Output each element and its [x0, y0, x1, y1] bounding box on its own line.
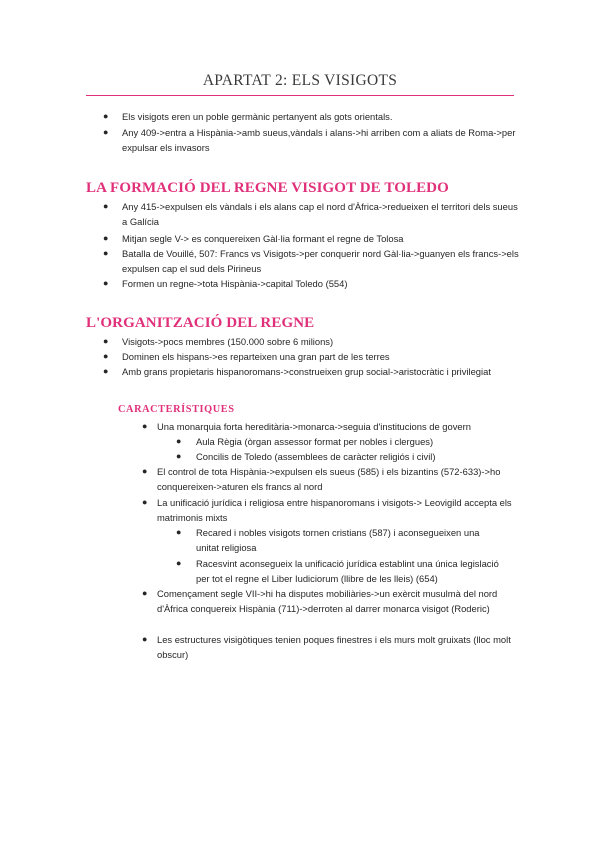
bullet-icon: ●: [103, 233, 109, 243]
list-item: ● Formen un regne->tota Hispània->capital Toledo (554): [103, 276, 523, 291]
list-item: ● Any 415->expulsen els vàndals i els alans cap el nord d'Àfrica->redueixen el territori dels sueus a Galícia: [103, 201, 518, 228]
title-underline: [86, 95, 514, 96]
list-item: ● El control de tota Hispània->expulsen els sueus (585) i els bizantins (572-633)->ho conquereixen->aturen els francs al nord: [142, 466, 501, 493]
list-item: ● Les estructures visigòtiques tenien poques finestres i els murs molt gruixats (lloc molt obscur): [142, 634, 511, 661]
list-item: ● Batalla de Vouillé, 507: Francs vs Visigots->per conquerir nord Gàl·lia->guanyen els francs->els expulsen cap el sud dels Pirineus: [103, 248, 519, 275]
bullet-icon: ●: [103, 111, 109, 121]
bullet-icon: ●: [103, 351, 109, 361]
list-item: ● Any 409->entra a Hispània->amb sueus,vàndals i alans->hi arriben com a aliats de Roma->per expulsar els invasors: [103, 127, 516, 154]
bullet-icon: ●: [176, 558, 182, 568]
bullet-icon: ●: [142, 497, 148, 507]
bullet-icon: ●: [176, 527, 182, 537]
list-item: ● Amb grans propietaris hispanoromans->construeixen grup social->aristocràtic i privilegiat: [103, 364, 523, 379]
section-heading-organitzacio: L'ORGANITZACIÓ DEL REGNE: [86, 315, 315, 331]
list-item: ● La unificació jurídica i religiosa entre hispanoromans i visigots-> Leovigild accepta els matrimonis mixts: [142, 497, 512, 524]
list-item: ● Aula Règia (òrgan assessor format per nobles i clergues): [176, 434, 500, 449]
bullet-icon: ●: [103, 127, 109, 137]
bullet-icon: ●: [103, 248, 109, 258]
bullet-icon: ●: [103, 278, 109, 288]
bullet-icon: ●: [103, 336, 109, 346]
bullet-icon: ●: [176, 436, 182, 446]
bullet-icon: ●: [142, 466, 148, 476]
list-item: ● Recared i nobles visigots tornen cristians (587) i aconsegueixen una unitat religiosa: [176, 527, 480, 554]
bullet-icon: ●: [142, 421, 148, 431]
list-item: ● Els visigots eren un poble germànic pertanyent als gots orientals.: [103, 109, 523, 124]
list-item: ● Dominen els hispans->es reparteixen una gran part de les terres: [103, 349, 523, 364]
section-heading-formacio: LA FORMACIÓ DEL REGNE VISIGOT DE TOLEDO: [86, 180, 449, 196]
list-item: ● Visigots->pocs membres (150.000 sobre 6 milions): [103, 334, 523, 349]
bullet-icon: ●: [142, 634, 148, 644]
list-item: ● Racesvint aconsegueix la unificació jurídica establint una única legislació per tot el regne el Liber Iudiciorum (llibre de les lleis) (654): [176, 558, 499, 585]
page-title: APARTAT 2: ELS VISIGOTS: [202, 72, 398, 89]
subsection-heading-caracteristiques: CARACTERÍSTIQUES: [118, 404, 235, 415]
list-item: ● Mitjan segle V-> es conquereixen Gàl·lia formant el regne de Tolosa: [103, 231, 523, 246]
list-item: ● Concilis de Toledo (assemblees de caràcter religiós i civil): [176, 449, 500, 464]
list-item: ● Començament segle VII->hi ha disputes mobiliàries->un exèrcit musulmà del nord d'Àfrica conquereix Hispània (711)->derroten al darrer monarca visigot (Roderic): [142, 588, 498, 615]
bullet-icon: ●: [142, 588, 148, 598]
list-item: ● Una monarquia forta hereditària->monarca->seguia d'institucions de govern: [142, 419, 520, 434]
bullet-icon: ●: [176, 451, 182, 461]
bullet-icon: ●: [103, 366, 109, 376]
bullet-icon: ●: [103, 201, 109, 211]
